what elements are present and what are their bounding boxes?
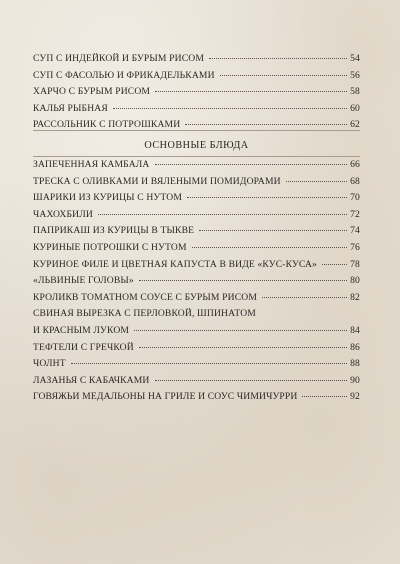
dot-leader [262, 297, 347, 298]
dot-leader [286, 181, 347, 182]
toc-entry-page: 54 [350, 53, 360, 64]
toc-entry-page: 72 [350, 208, 360, 220]
section-heading: ОСНОВНЫЕ БЛЮДА [144, 140, 249, 151]
dot-leader [192, 247, 347, 248]
toc-entry [33, 68, 360, 85]
toc-entry-page: 86 [350, 341, 360, 353]
toc-entry-page: 62 [350, 119, 360, 131]
toc-entry-title: КУРИНЫЕ ПОТРОШКИ С НУТОМ [33, 241, 187, 253]
dot-leader [199, 230, 347, 231]
toc-entry-first-line [33, 306, 360, 323]
toc-entry-title: ГОВЯЖЬИ МЕДАЛЬОНЫ НА ГРИЛЕ И СОУС ЧИМИЧУРРИ [33, 391, 298, 403]
toc-entry-title: ЛАЗАНЬЯ С КАБАЧКАМИ [33, 374, 150, 386]
toc-entry [33, 356, 360, 373]
toc-entry [33, 84, 360, 101]
dot-leader [98, 214, 347, 215]
toc-entry [33, 323, 360, 340]
dot-leader [113, 108, 347, 109]
toc-entry [33, 290, 360, 307]
toc-entry-title: СУП С ИНДЕЙКОЙ И БУРЫМ РИСОМ [33, 53, 205, 64]
dot-leader [139, 347, 347, 348]
toc-section-soups [33, 51, 360, 134]
dot-leader [185, 124, 347, 125]
toc-entry [33, 207, 360, 224]
toc-entry-page: 56 [350, 69, 360, 81]
toc-entry-title: ЧАХОХБИЛИ [33, 208, 93, 220]
toc-entry-title: КАЛЬЯ РЫБНАЯ [33, 102, 108, 114]
dot-leader [187, 197, 347, 198]
toc-entry-title: КУРИНОЕ ФИЛЕ И ЦВЕТНАЯ КАПУСТА В ВИДЕ «КУС-КУСА» [33, 258, 317, 270]
toc-entry-title: ШАРИКИ ИЗ КУРИЦЫ С НУТОМ [33, 192, 182, 204]
toc-entry-title: ТРЕСКА С ОЛИВКАМИ И ВЯЛЕНЫМИ ПОМИДОРАМИ [33, 175, 281, 187]
toc-entry-page: 76 [350, 241, 360, 253]
dot-leader [134, 330, 347, 331]
toc-entry [33, 51, 360, 68]
toc-entry-title: РАССОЛЬНИК С ПОТРОШКАМИ [33, 119, 181, 131]
section-divider [33, 130, 360, 131]
toc-entry-title-continued: И КРАСНЫМ ЛУКОМ [33, 324, 130, 336]
toc-entry [33, 157, 360, 174]
toc-entry [33, 101, 360, 118]
dot-leader [155, 91, 347, 92]
toc-entry-page: 92 [350, 391, 360, 403]
toc-entry-title: КРОЛИКВ ТОМАТНОМ СОУСЕ С БУРЫМ РИСОМ [33, 291, 258, 303]
dot-leader [155, 164, 347, 165]
dot-leader [71, 363, 347, 364]
toc-entry-title: ЗАПЕЧЕННАЯ КАМБАЛА [33, 159, 150, 170]
toc-entry [33, 273, 360, 290]
toc-entry-page: 78 [350, 258, 360, 270]
dot-leader [220, 75, 347, 76]
toc-entry-title: ЧОЛНТ [33, 358, 66, 370]
toc-section-mains [33, 157, 360, 406]
toc-entry [33, 389, 360, 406]
toc-entry-page: 74 [350, 225, 360, 237]
dot-leader [155, 380, 347, 381]
dot-leader [209, 58, 347, 59]
toc-entry [33, 117, 360, 134]
toc-entry [33, 240, 360, 257]
toc-entry-title: ПАПРИКАШ ИЗ КУРИЦЫ В ТЫКВЕ [33, 225, 195, 237]
toc-entry-title: СУП С ФАСОЛЬЮ И ФРИКАДЕЛЬКАМИ [33, 69, 215, 81]
toc-entry-title: СВИНАЯ ВЫРЕЗКА С ПЕРЛОВКОЙ, ШПИНАТОМ [33, 308, 256, 320]
toc-entry [33, 223, 360, 240]
toc-entry [33, 190, 360, 207]
toc-entry-title: «ЛЬВИНЫЕ ГОЛОВЫ» [33, 275, 134, 287]
dot-leader [139, 280, 347, 281]
toc-entry [33, 257, 360, 274]
toc-entry-page: 58 [350, 86, 360, 98]
toc-entry-page: 82 [350, 291, 360, 303]
toc-entry-title: ТЕФТЕЛИ С ГРЕЧКОЙ [33, 341, 134, 353]
toc-entry-title: ХАРЧО С БУРЫМ РИСОМ [33, 86, 151, 98]
toc-entry-page: 70 [350, 192, 360, 204]
toc-entry-page: 90 [350, 374, 360, 386]
toc-entry-page: 80 [350, 275, 360, 287]
toc-entry [33, 174, 360, 191]
toc-page [33, 0, 360, 564]
toc-entry-page: 88 [350, 358, 360, 370]
toc-entry-page: 84 [350, 324, 360, 336]
toc-entry-page: 60 [350, 102, 360, 114]
toc-entry-page: 66 [350, 159, 360, 170]
dot-leader [302, 396, 347, 397]
toc-entry [33, 373, 360, 390]
toc-entry [33, 340, 360, 357]
toc-entry-page: 68 [350, 175, 360, 187]
dot-leader [322, 264, 347, 265]
